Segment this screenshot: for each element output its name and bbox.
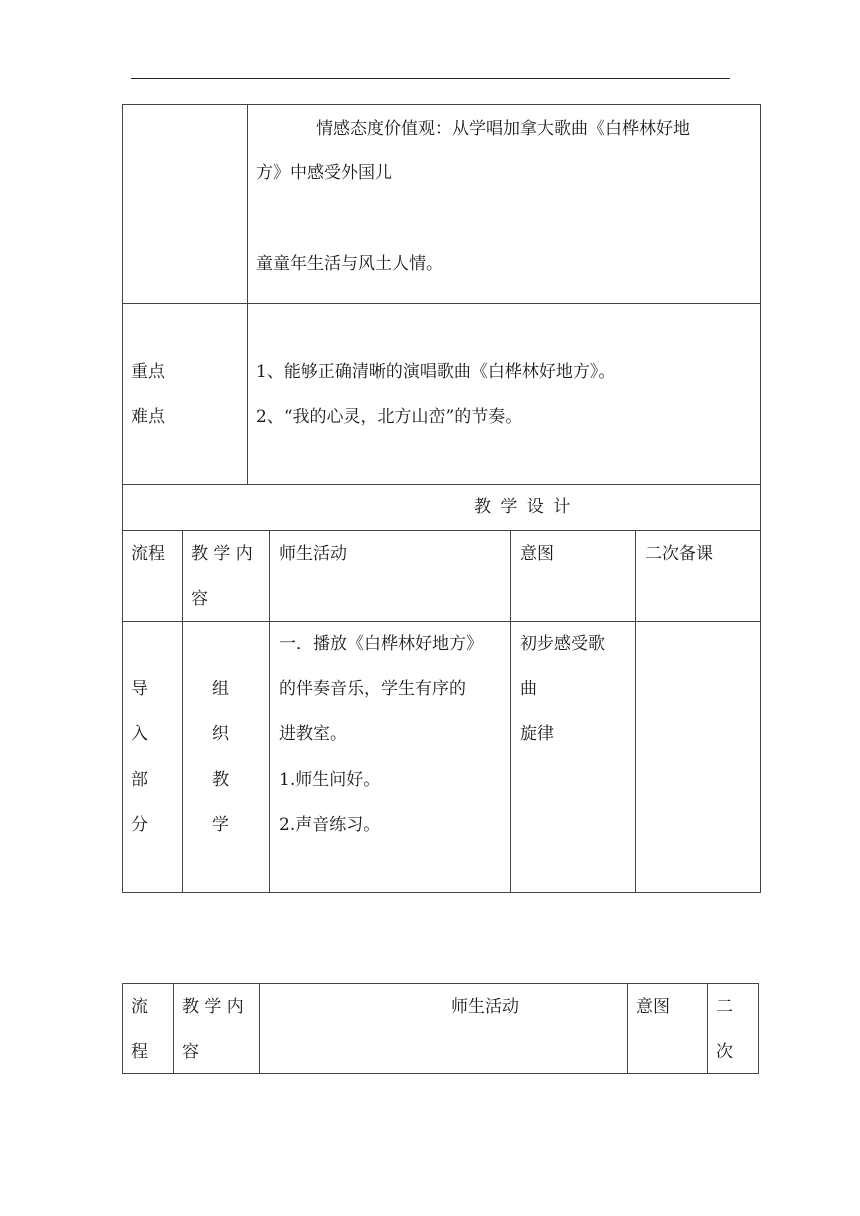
content-char: 学 — [212, 815, 229, 835]
content-char: 教 — [212, 770, 229, 790]
col-divider — [510, 530, 511, 893]
header-flow: 流程 — [131, 544, 165, 564]
header-second-prep: 二次备课 — [645, 544, 713, 564]
content-char: 组 — [212, 679, 229, 699]
header-content: 教 学 内 — [191, 544, 253, 564]
header-flow: 流 — [131, 997, 148, 1017]
activity-line: 1.师生问好。 — [279, 770, 381, 790]
keypoints-label: 重点 — [131, 362, 165, 382]
flow-char: 入 — [131, 724, 148, 744]
header-activity: 师生活动 — [279, 544, 347, 564]
col-divider — [247, 104, 248, 484]
row-divider — [122, 484, 761, 485]
col-divider — [173, 983, 174, 1074]
objective-text-line: 情感态度价值观：从学唱加拿大歌曲《白桦林好地 — [316, 119, 690, 139]
col-divider — [707, 983, 708, 1074]
row-divider — [122, 621, 761, 622]
keypoints-label: 难点 — [131, 407, 165, 427]
col-divider — [627, 983, 628, 1074]
objective-text-line: 童童年生活与风土人情。 — [256, 254, 443, 274]
header-intent: 意图 — [636, 997, 670, 1017]
content-char: 织 — [212, 724, 229, 744]
header-second-prep: 二 — [716, 997, 733, 1017]
header-flow: 程 — [131, 1042, 148, 1062]
flow-char: 分 — [131, 815, 148, 835]
col-divider — [269, 530, 270, 893]
intent-line: 曲 — [520, 679, 537, 699]
activity-line: 进教室。 — [279, 724, 347, 744]
header-rule — [131, 78, 730, 79]
header-activity: 师生活动 — [451, 997, 519, 1017]
activity-line: 一．播放《白桦林好地方》 — [279, 634, 483, 654]
col-divider — [635, 530, 636, 893]
col-divider — [259, 983, 260, 1074]
header-content: 容 — [182, 1042, 199, 1062]
flow-char: 导 — [131, 679, 148, 699]
row-divider — [122, 530, 761, 531]
intent-line: 初步感受歌 — [520, 634, 605, 654]
keypoint-item: 2、“我的心灵，北方山峦”的节奏。 — [256, 407, 523, 427]
header-intent: 意图 — [520, 544, 554, 564]
header-content: 容 — [191, 589, 208, 609]
objective-text-line: 方》中感受外国儿 — [256, 163, 392, 183]
intent-line: 旋律 — [520, 724, 554, 744]
keypoint-item: 1、能够正确清晰的演唱歌曲《白桦林好地方》。 — [256, 362, 616, 382]
design-title: 教 学 设 计 — [474, 497, 573, 517]
col-divider — [182, 530, 183, 893]
flow-char: 部 — [131, 770, 148, 790]
header-content: 教 学 内 — [182, 997, 244, 1017]
activity-line: 2.声音练习。 — [279, 815, 381, 835]
row-divider — [122, 303, 761, 304]
activity-line: 的伴奏音乐，学生有序的 — [279, 679, 466, 699]
header-second-prep: 次 — [716, 1042, 733, 1062]
